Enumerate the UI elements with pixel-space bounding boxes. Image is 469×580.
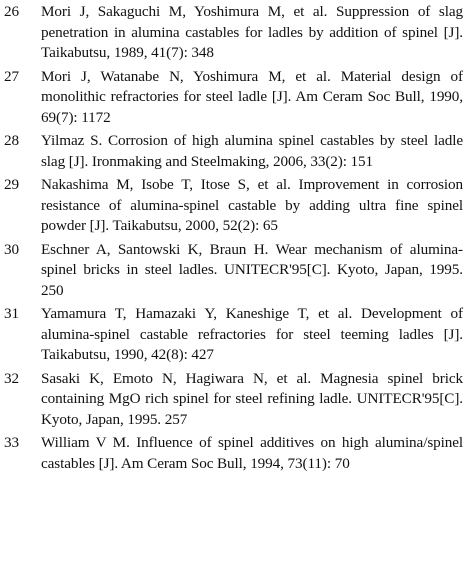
reference-number: 30 <box>4 240 19 258</box>
reference-text: Mori J, Watanabe N, Yoshimura M, et al. Material design of monolithic refractories for steel ladle [J]. Am Ceram Soc Bull, 1990, 69(7): 1172 <box>41 67 463 126</box>
reference-number: 27 <box>4 67 19 85</box>
reference-item <box>0 2 469 64</box>
reference-item <box>0 240 469 302</box>
reference-text: Eschner A, Santowski K, Braun H. Wear mechanism of alumina-spinel bricks in steel ladles. UNITECR'95[C]. Kyoto, Japan, 1995. 250 <box>41 240 463 299</box>
reference-item <box>0 131 469 172</box>
reference-text: Yilmaz S. Corrosion of high alumina spinel castables by steel ladle slag [J]. Ironmaking and Steelmaking, 2006, 33(2): 151 <box>41 132 463 170</box>
reference-number: 26 <box>4 3 19 20</box>
reference-item <box>0 175 469 237</box>
reference-text: Yamamura T, Hamazaki Y, Kaneshige T, et al. Development of alumina-spinel castable refractories for steel teeming ladles [J]. Taikabutsu, 1990, 42(8): 427 <box>41 305 463 363</box>
reference-number: 32 <box>4 369 19 387</box>
reference-item <box>0 433 469 474</box>
reference-text: William V M. Influence of spinel additives on high alumina/spinel castables [J]. Am Ceram Soc Bull, 1994, 73(11): 70 <box>41 434 463 472</box>
reference-text: Mori J, Sakaguchi M, Yoshimura M, et al. Suppression of slag penetration in alumina castables for ladles by addition of spinel [J]. Taikabutsu, 1989, 41(7): 348 <box>41 3 463 61</box>
reference-item <box>0 67 469 129</box>
reference-number: 29 <box>4 176 19 193</box>
reference-number: 31 <box>4 305 19 322</box>
reference-item <box>0 369 469 431</box>
reference-number: 33 <box>4 434 19 451</box>
reference-item <box>0 304 469 366</box>
reference-text: Sasaki K, Emoto N, Hagiwara N, et al. Magnesia spinel brick containing MgO rich spinel for steel refining ladle. UNITECR'95[C]. Kyoto, Japan, 1995. 257 <box>41 369 463 428</box>
reference-text: Nakashima M, Isobe T, Itose S, et al. Improvement in corrosion resistance of alumina-spinel castable by adding ultra fine spinel powder [J]. Taikabutsu, 2000, 52(2): 65 <box>41 176 463 234</box>
reference-list <box>0 2 469 477</box>
reference-number: 28 <box>4 132 19 149</box>
